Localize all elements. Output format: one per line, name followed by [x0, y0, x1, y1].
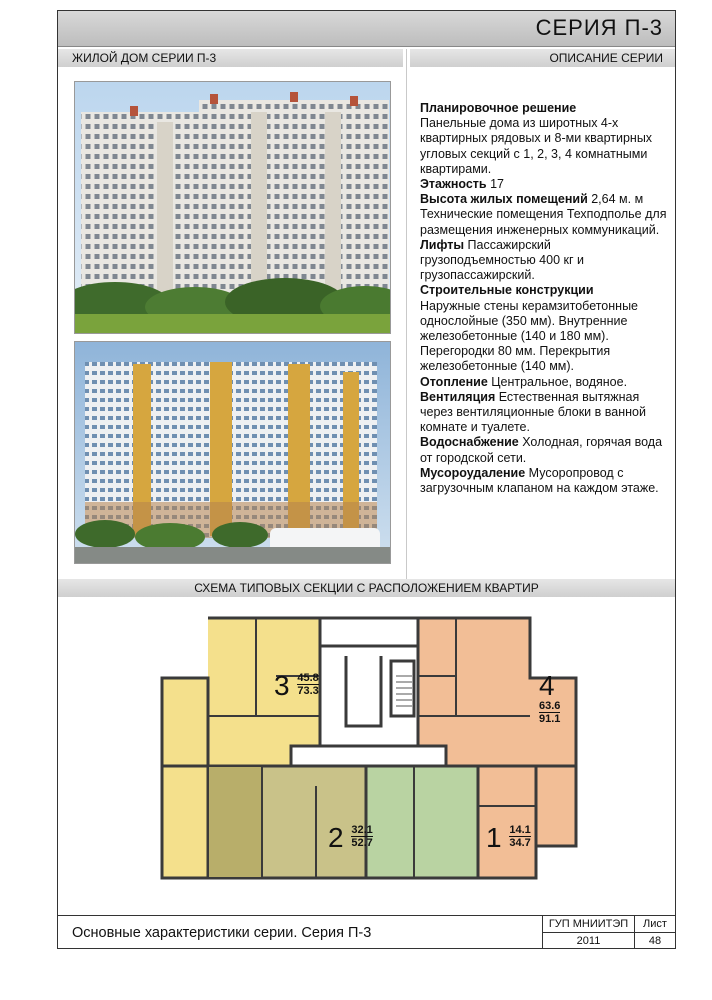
desc-label: Строительные конструкции	[420, 283, 594, 298]
scheme-title: СХЕМА ТИПОВЫХ СЕКЦИИ С РАСПОЛОЖЕНИЕМ КВАРТИР	[58, 579, 675, 597]
sheet-number: 48	[634, 933, 675, 949]
desc-text: Панельные дома из широтных 4-х квартирных рядовых и 8-ми квартирных угловых секций с 1, 2, 3, 4 комнатными квартирами.	[420, 116, 653, 176]
left-section-header: ЖИЛОЙ ДОМ СЕРИИ П-3	[58, 49, 403, 67]
desc-text: Пассажирский грузоподъемностью 400 кг и грузопассажирский.	[420, 237, 584, 283]
series-description	[420, 101, 670, 496]
living-area: 32.1	[351, 824, 373, 836]
apartment-4-label	[539, 672, 582, 728]
building-photo-2-image	[75, 342, 390, 563]
living-area: 14.1	[509, 824, 531, 836]
apartment-rooms: 3	[274, 670, 290, 701]
building-photo-1-image	[75, 82, 390, 333]
desc-label: Отопление	[420, 374, 488, 389]
apartment-area	[351, 824, 372, 849]
apartment-rooms: 4	[539, 670, 555, 701]
desc-item	[420, 177, 670, 192]
desc-label: Этажность	[420, 177, 487, 192]
desc-text: Наружные стены керамзитобетонные однослойные (350 мм). Внутренние железобетонные (140 и 180 мм). Перегородки 80 мм. Перекрытия железобетонные (140 мм).	[420, 298, 639, 374]
document-sheet	[57, 10, 676, 949]
footer-title: Основные характеристики серии. Серия П-3	[72, 925, 372, 941]
apartment-rooms: 1	[486, 822, 502, 853]
column-divider	[406, 49, 407, 579]
desc-item	[420, 375, 670, 390]
apartment-3-label	[274, 672, 319, 700]
desc-text: 2,64 м. м Технические помещения Техподполье для размещения инженерных коммуникаций.	[420, 192, 667, 237]
total-area: 52.7	[351, 837, 373, 849]
desc-text: Холодная, горячая вода от городской сети.	[420, 435, 663, 465]
desc-label: Планировочное решение	[420, 101, 577, 115]
desc-item	[420, 283, 670, 374]
living-area: 45.8	[297, 672, 319, 684]
apartment-rooms: 2	[328, 822, 344, 853]
year: 2011	[542, 933, 634, 949]
org-name: ГУП МНИИТЭП	[542, 916, 634, 933]
apartment-area	[539, 700, 560, 725]
building-photo-1	[74, 81, 391, 334]
living-area: 63.6	[539, 700, 561, 712]
desc-item	[420, 101, 670, 177]
total-area: 73.3	[297, 685, 319, 697]
desc-text: Естественная вытяжная через вентиляционные блоки в ванной комнате и туалете.	[420, 389, 646, 435]
building-photo-2	[74, 341, 391, 564]
desc-label: Лифты	[420, 237, 465, 252]
apartment-1-zone	[366, 766, 478, 878]
desc-label: Высота жилых помещений	[420, 192, 588, 207]
desc-text: Центральное, водяное.	[487, 374, 628, 389]
stair-core	[320, 618, 418, 766]
desc-item	[420, 192, 670, 238]
desc-item	[420, 238, 670, 284]
title-block	[58, 915, 675, 950]
desc-text: Мусоропровод с загрузочным клапаном на каждом этаже.	[420, 465, 659, 496]
floor-plan-drawing	[156, 616, 582, 902]
apartment-2-label	[328, 824, 373, 852]
series-title: СЕРИЯ П-3	[535, 15, 663, 40]
desc-item	[420, 435, 670, 465]
title-bar	[58, 11, 675, 47]
apartment-area	[509, 824, 530, 849]
desc-item	[420, 390, 670, 436]
total-area: 34.7	[509, 837, 531, 849]
desc-label: Вентиляция	[420, 389, 496, 404]
desc-text: 17	[486, 177, 504, 192]
desc-label: Мусороудаление	[420, 465, 526, 480]
desc-label: Водоснабжение	[420, 435, 519, 450]
apartment-area	[297, 672, 318, 697]
floor-plan	[156, 616, 582, 902]
right-section-header: ОПИСАНИЕ СЕРИИ	[410, 49, 675, 67]
apartment-1-label	[486, 824, 531, 852]
sheet-label: Лист	[634, 916, 675, 933]
desc-item	[420, 466, 670, 496]
total-area: 91.1	[539, 713, 561, 725]
